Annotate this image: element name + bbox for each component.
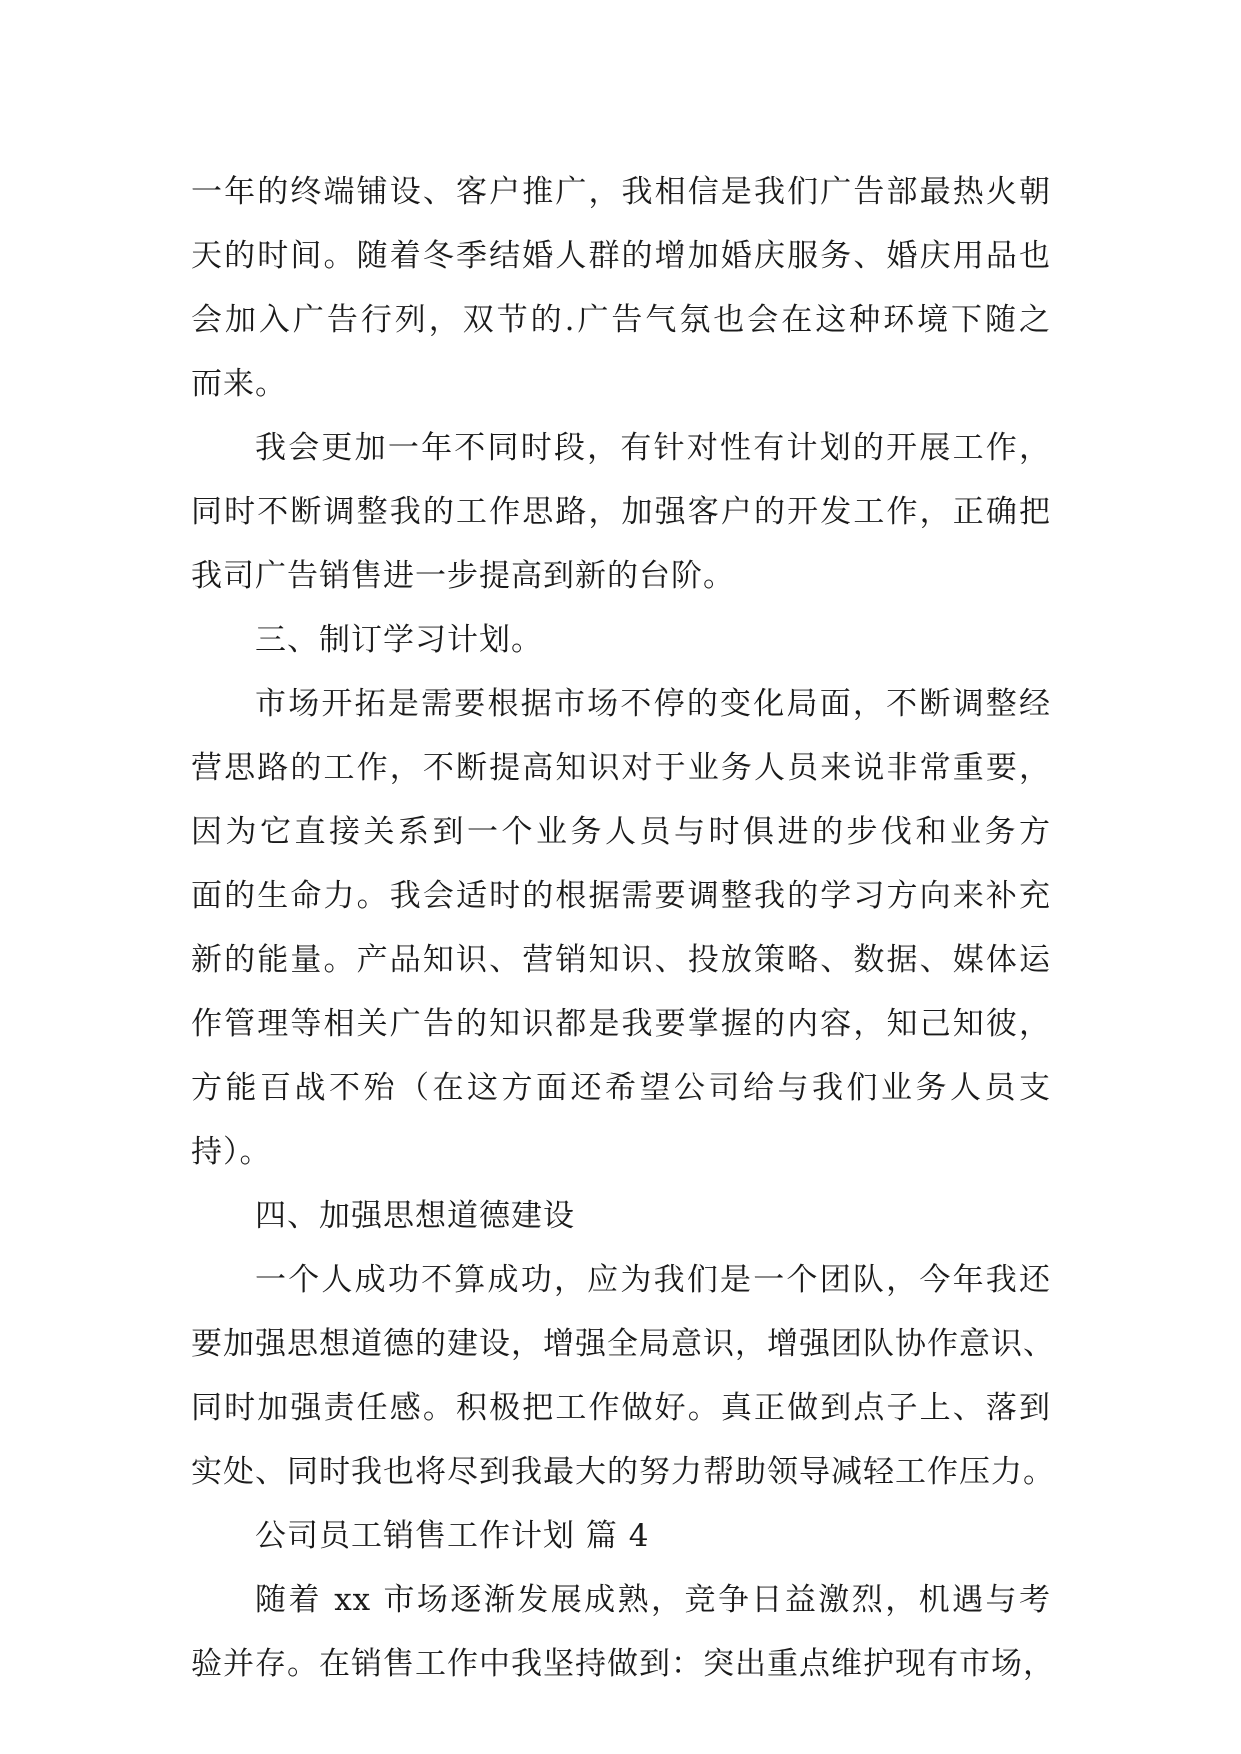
text-line: 一年的终端铺设、客户推广，我相信是我们广告部最热火朝: [191, 174, 1051, 210]
text-line: 四、加强思想道德建设: [255, 1198, 575, 1234]
text-line: 公司员工销售工作计划 篇 4: [255, 1518, 650, 1554]
text-line: 营思路的工作，不断提高知识对于业务人员来说非常重要，: [191, 750, 1051, 786]
text-line: 三、制订学习计划。: [255, 622, 543, 658]
text-line: 验并存。在销售工作中我坚持做到：突出重点维护现有市场，: [191, 1646, 1055, 1682]
text-line: 持）。: [191, 1134, 272, 1170]
text-line: 新的能量。产品知识、营销知识、投放策略、数据、媒体运: [191, 942, 1051, 978]
text-line: 同时不断调整我的工作思路，加强客户的开发工作，正确把: [191, 494, 1051, 530]
text-line: 一个人成功不算成功，应为我们是一个团队，今年我还: [255, 1262, 1051, 1298]
text-line: 方能百战不殆（在这方面还希望公司给与我们业务人员支: [191, 1070, 1051, 1106]
text-line: 同时加强责任感。积极把工作做好。真正做到点子上、落到: [191, 1390, 1051, 1426]
text-line: 我司广告销售进一步提高到新的台阶。: [191, 558, 735, 594]
text-line: 面的生命力。我会适时的根据需要调整我的学习方向来补充: [191, 878, 1051, 914]
text-line: 随着 xx 市场逐渐发展成熟，竞争日益激烈，机遇与考: [255, 1582, 1051, 1618]
text-line: 我会更加一年不同时段，有针对性有计划的开展工作，: [255, 430, 1051, 466]
text-line: 因为它直接关系到一个业务人员与时俱进的步伐和业务方: [191, 814, 1051, 850]
text-line: 天的时间。随着冬季结婚人群的增加婚庆服务、婚庆用品也: [191, 238, 1051, 274]
text-line: 要加强思想道德的建设，增强全局意识，增强团队协作意识、: [191, 1326, 1055, 1362]
text-line: 会加入广告行列，双节的.广告气氛也会在这种环境下随之: [191, 302, 1051, 338]
text-line: 市场开拓是需要根据市场不停的变化局面，不断调整经: [255, 686, 1051, 722]
text-line: 而来。: [191, 366, 287, 402]
text-line: 作管理等相关广告的知识都是我要掌握的内容，知己知彼，: [191, 1006, 1051, 1042]
text-line: 实处、同时我也将尽到我最大的努力帮助领导减轻工作压力。: [191, 1454, 1055, 1490]
document-body: [191, 160, 1055, 1696]
